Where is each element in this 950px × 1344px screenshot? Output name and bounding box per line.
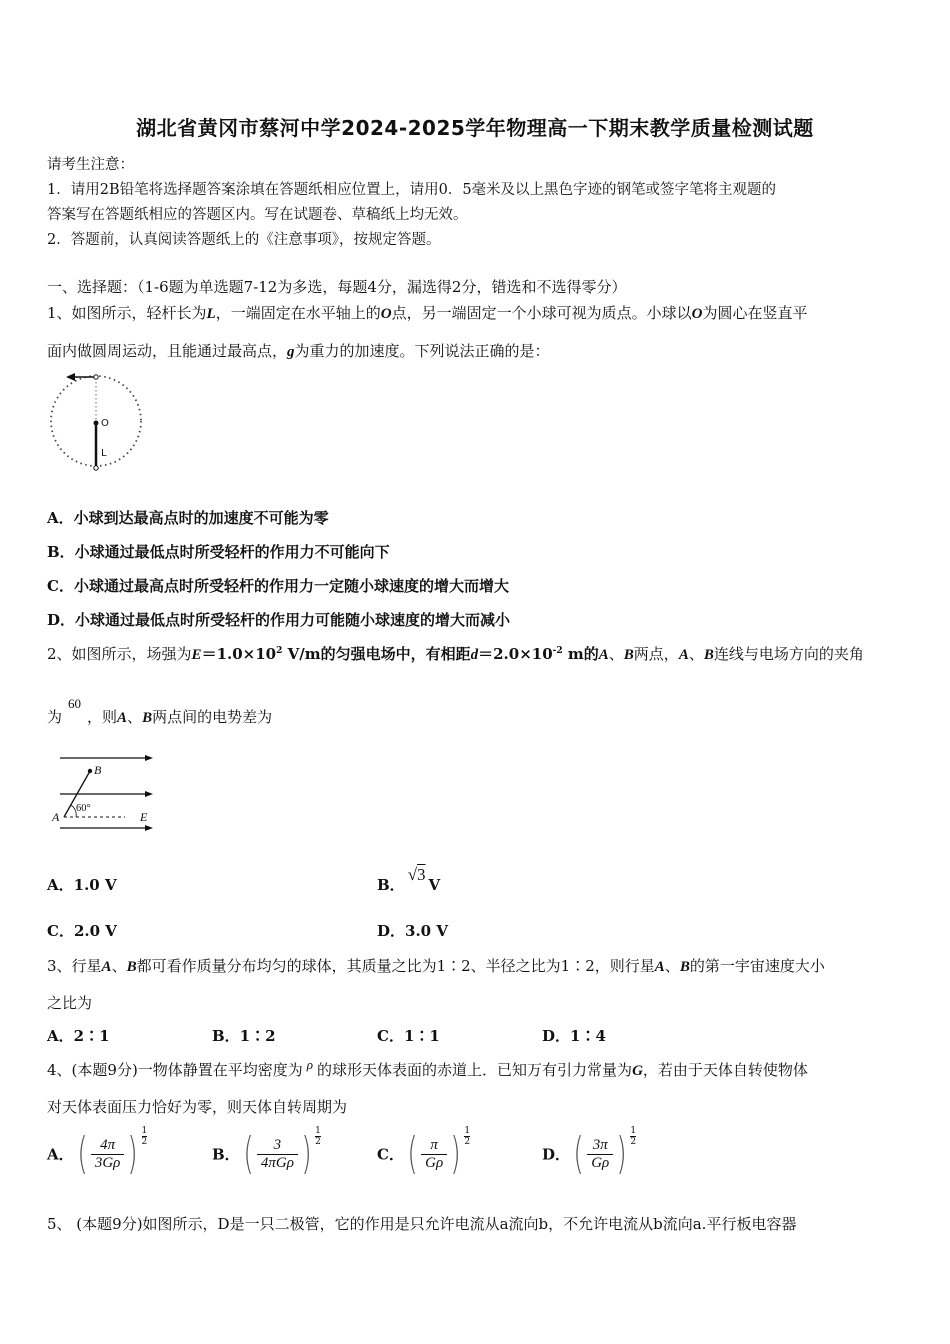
label-angle: 60°: [76, 803, 91, 814]
label-E: E: [140, 810, 148, 824]
q4-option-d[interactable]: D．( $\frac{3\pi}{G\rho}$ ) $\frac{1}{2}$: [542, 1126, 637, 1179]
q1-option-c[interactable]: C．小球通过最高点时所受轻杆的作用力一定随小球速度的增大而增大: [47, 577, 509, 595]
q2-line-1: 2、如图所示，场强为$E=1.0\times 10^2$ V/m的匀强电场中，有相距$d=2.0\times 10^{-2}$ m的A、B两点，A、B连线与电场方向的夹角: [47, 645, 864, 663]
q4-option-c[interactable]: C．( $\frac{\pi}{G\rho}$ ) $\frac{1}{2}$: [377, 1126, 471, 1179]
section-heading: 一、选择题：（1-6题为单选题7-12为多选，每题4分，漏选得2分，错选和不选得零分）: [47, 278, 627, 296]
q1-option-b[interactable]: B．小球通过最低点时所受轻杆的作用力不可能向下: [47, 543, 390, 561]
q5-line-1: 5、 (本题9分)如图所示，D是一只二极管，它的作用是只允许电流从a流向b，不允许电流从b流向a.平行板电容器: [47, 1215, 797, 1233]
arrow-head: [66, 373, 75, 381]
q2-option-a[interactable]: A．1.0 V: [47, 876, 117, 894]
q3-line-1: 3、行星A、B都可看作质量分布均匀的球体，其质量之比为1∶2、半径之比为1∶2，则行星A、B的第一宇宙速度大小: [47, 957, 825, 975]
q4-line-2: 对天体表面压力恰好为零，则天体自转周期为: [47, 1098, 348, 1116]
q2-line-2: 为60，则A、B两点间的电势差为: [47, 696, 273, 726]
q1-option-a[interactable]: A．小球到达最高点时的加速度不可能为零: [47, 509, 329, 527]
q3-option-b[interactable]: B．1∶2: [212, 1027, 276, 1045]
label-L: L: [101, 448, 107, 459]
q3-option-c[interactable]: C．1∶1: [377, 1027, 440, 1045]
q3-option-d[interactable]: D．1∶4: [542, 1027, 606, 1045]
label-A: A: [52, 810, 60, 824]
pivot-point: [94, 421, 99, 426]
notice-line-1: 1．请用2B铅笔将选择题答案涂填在答题纸相应位置上，请用0．5毫米及以上黑色字迹的钢笔或签字笔将主观题的: [47, 182, 777, 198]
q3-line-2: 之比为: [47, 994, 93, 1012]
q4-option-a[interactable]: A．( $\frac{4\pi}{3G\rho}$ ) $\frac{1}{2}$: [47, 1126, 148, 1179]
label-O: O: [101, 418, 109, 429]
q1-circle-figure: [46, 368, 146, 476]
point-b: [88, 769, 92, 773]
label-B: B: [94, 763, 102, 777]
notice-line-2: 答案写在答题纸相应的答题区内。写在试题卷、草稿纸上均无效。: [47, 207, 468, 223]
q2-option-c[interactable]: C．2.0 V: [47, 922, 117, 940]
q2-option-b[interactable]: B．√3V: [377, 865, 441, 894]
page-title: 湖北省黄冈市蔡河中学2024-2025学年物理高一下期末教学质量检测试题: [136, 116, 814, 140]
q2-option-d[interactable]: D．3.0 V: [377, 922, 448, 940]
q1-line-1: 1、如图所示，轻杆长为L，一端固定在水平轴上的O点，另一端固定一个小球可视为质点。小球以O为圆心在竖直平: [47, 304, 808, 322]
q1-line-2: 面内做圆周运动，且能通过最高点，g为重力的加速度。下列说法正确的是：: [47, 342, 550, 360]
q2-field-figure: [50, 748, 160, 838]
notice-heading: 请考生注意：: [47, 157, 134, 173]
q1-option-d[interactable]: D．小球通过最低点时所受轻杆的作用力可能随小球速度的增大而减小: [47, 611, 511, 629]
ball-bottom: [94, 466, 98, 470]
notice-line-3: 2．答题前，认真阅读答题纸上的《注意事项》，按规定答题。: [47, 232, 441, 248]
q4-line-1: 4、(本题9分)一物体静置在平均密度为 ρ 的球形天体表面的赤道上．已知万有引力常量为G，若由于天体自转使物体: [47, 1057, 808, 1079]
q4-option-b[interactable]: B．( $\frac{3}{\text{4πGρ}}$ ) $\frac{1}{2}$: [212, 1126, 321, 1179]
ball-top: [94, 375, 98, 379]
q3-option-a[interactable]: A．2∶1: [47, 1027, 110, 1045]
